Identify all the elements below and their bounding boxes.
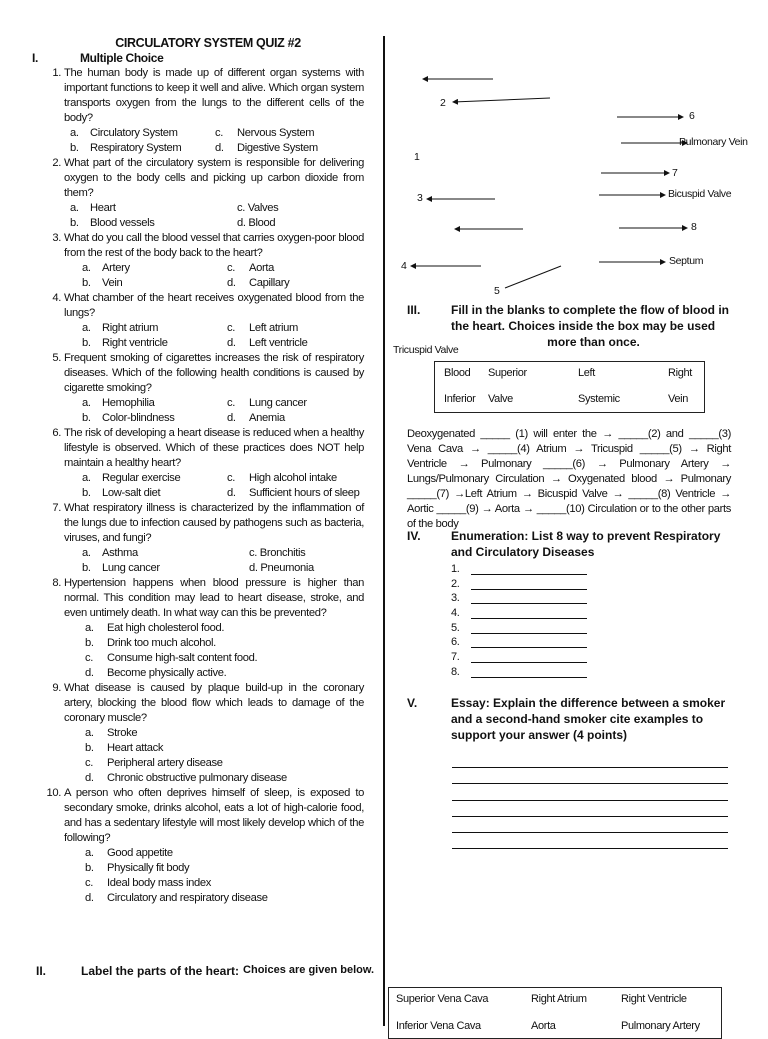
item-number: 5.: [451, 621, 460, 634]
option-letter: c.: [227, 397, 236, 409]
question-item: [32, 66, 364, 156]
label-2: 2: [440, 97, 446, 109]
answer-line[interactable]: [452, 784, 728, 800]
section-2-heading: [36, 964, 374, 978]
option-letter: d.: [85, 772, 94, 784]
option-text[interactable]: Nervous System: [237, 127, 315, 139]
choice-item: Aorta: [531, 1020, 556, 1032]
option-letter: [227, 561, 249, 576]
question-item: [32, 786, 364, 906]
section-3-text: Fill in the blanks to complete the flow of blood in the heart. Choices inside the box may be used more than once.: [451, 303, 729, 349]
label-1: 1: [414, 151, 420, 163]
item-number: 4.: [451, 607, 460, 620]
option-text[interactable]: Heart: [90, 202, 116, 214]
choice-item: Right Ventricle: [621, 993, 687, 1005]
label-tricuspid-valve: Tricuspid Valve: [393, 344, 459, 356]
enumeration-item: [451, 621, 587, 636]
question-number: 6.: [52, 427, 61, 439]
option-letter: c.: [227, 262, 236, 274]
section-title: Multiple Choice: [80, 51, 164, 65]
answer-blank[interactable]: [471, 621, 587, 634]
choice-item: Inferior Vena Cava: [396, 1020, 481, 1032]
option-letter: b.: [85, 637, 94, 649]
section-number: II.: [36, 964, 47, 978]
option-letter: c.: [85, 652, 94, 664]
question-item: [32, 681, 364, 786]
option-text[interactable]: Anemia: [249, 412, 285, 424]
question-text: What respiratory illness is characterized by the inflammation of the lungs due to infection caused by pathogens such as bacteria, viruses, and fungi?: [64, 502, 364, 544]
section-number: III.: [407, 303, 421, 317]
question-item: [32, 291, 364, 351]
option-letter: c.: [85, 757, 94, 769]
answer-blank[interactable]: [471, 577, 587, 590]
answer-blank[interactable]: [471, 665, 587, 678]
label-4: 4: [401, 260, 407, 272]
choice-item: Pulmonary Artery: [621, 1020, 700, 1032]
multiple-choice-column: [32, 36, 364, 906]
arrow-2: [453, 98, 550, 102]
heart-label-diagram: [395, 60, 755, 300]
option-letter: a.: [82, 322, 91, 334]
choice-item: Left: [578, 367, 595, 379]
option-text[interactable]: Lung cancer: [249, 397, 307, 409]
label-bicuspid-valve: Bicuspid Valve: [668, 188, 732, 200]
option-text[interactable]: Left atrium: [249, 322, 299, 334]
option-text[interactable]: Circulatory System: [90, 127, 178, 139]
option-letter: a.: [82, 397, 91, 409]
answer-line[interactable]: [452, 768, 728, 784]
answer-line[interactable]: [452, 752, 728, 768]
question-number: 7.: [52, 502, 61, 514]
question-item: [32, 351, 364, 426]
option-text[interactable]: Left ventricle: [249, 337, 308, 349]
blood-flow-fill-in-text[interactable]: Deoxygenated _____ (1) will enter the → _____(2) and _____(3) Vena Cava → _____(4) Atrium → Tricuspid _____(5) → Right Ventricle → Pulmonary _____(6) → Pulmonary Artery → Lungs/Pulmonary Circulation → Oxygenated blood → Pulmonary _____(7) →Left Atrium → Bicuspid Valve → _____(8) Ventricle → Aortic _____(9) → Aorta → _____(10) Circulation or to the other parts of the body: [407, 428, 731, 530]
enumeration-list: [451, 562, 587, 680]
option-text[interactable]: d. Blood: [237, 217, 276, 229]
section-1-heading: [32, 51, 364, 66]
item-number: 6.: [451, 636, 460, 649]
option-text[interactable]: Good appetite: [107, 847, 173, 859]
enumeration-item: [451, 562, 587, 577]
option-text[interactable]: High alcohol intake: [249, 472, 337, 484]
enumeration-item: [451, 606, 587, 621]
option-text[interactable]: Right ventricle: [102, 337, 168, 349]
question-text: What chamber of the heart receives oxygenated blood from the lungs?: [64, 292, 364, 319]
essay-answer-lines[interactable]: [452, 752, 728, 849]
blood-flow-choice-box: [434, 361, 705, 413]
option-letter: a.: [82, 472, 91, 484]
answer-blank[interactable]: [471, 562, 587, 575]
option-letter: c.: [215, 127, 224, 139]
choice-item: Superior Vena Cava: [396, 993, 489, 1005]
question-number: 5.: [52, 352, 61, 364]
option-text[interactable]: Chronic obstructive pulmonary disease: [107, 772, 287, 784]
question-number: 3.: [52, 232, 61, 244]
option-text[interactable]: Heart attack: [107, 742, 164, 754]
option-text[interactable]: Consume high-salt content food.: [107, 652, 258, 664]
choice-item: Inferior: [444, 393, 476, 405]
option-letter: d.: [227, 277, 236, 289]
question-list: [32, 66, 364, 906]
option-letter: a.: [82, 547, 91, 559]
item-number: 2.: [451, 577, 460, 590]
arrow-5: [505, 266, 561, 288]
section-title: Label the parts of the heart:: [81, 964, 240, 978]
question-number: 9.: [52, 682, 61, 694]
option-text[interactable]: Lung cancer: [102, 562, 160, 574]
option-text[interactable]: Vein: [102, 277, 123, 289]
label-5: 5: [494, 285, 500, 297]
answer-blank[interactable]: [471, 635, 587, 648]
section-number: I.: [32, 51, 38, 65]
option-letter: b.: [82, 412, 91, 424]
option-letter: d.: [85, 892, 94, 904]
option-letter: d.: [227, 487, 236, 499]
option-text[interactable]: Peripheral artery disease: [107, 757, 223, 769]
enumeration-item: [451, 665, 587, 680]
option-text[interactable]: Eat high cholesterol food.: [107, 622, 225, 634]
option-text[interactable]: Regular exercise: [102, 472, 181, 484]
option-text[interactable]: Artery: [102, 262, 130, 274]
choice-item: Right: [668, 367, 692, 379]
option-letter: a.: [85, 727, 94, 739]
enumeration-item: [451, 591, 587, 606]
item-number: 8.: [451, 665, 460, 678]
option-letter: c.: [227, 472, 236, 484]
section-number: V.: [407, 696, 418, 710]
option-letter: b.: [70, 217, 79, 229]
option-letter: c.: [85, 877, 94, 889]
choice-item: Valve: [488, 393, 513, 405]
question-text: Frequent smoking of cigarettes increases the risk of respiratory diseases. Which of the following health conditions is caused by cigarette smoking?: [64, 352, 364, 394]
option-letter: b.: [85, 862, 94, 874]
option-text[interactable]: Color-blindness: [102, 412, 175, 424]
choice-item: Vein: [668, 393, 689, 405]
option-letter: [227, 546, 249, 561]
answer-line[interactable]: [452, 817, 728, 833]
option-letter: [215, 216, 237, 231]
option-text[interactable]: Asthma: [102, 547, 138, 559]
section-number: IV.: [407, 529, 421, 543]
option-text[interactable]: c. Bronchitis: [249, 547, 306, 559]
item-number: 7.: [451, 651, 460, 664]
option-letter: a.: [85, 622, 94, 634]
question-item: [32, 156, 364, 231]
section-title: [451, 302, 736, 350]
label-7: 7: [672, 167, 678, 179]
option-letter: d.: [85, 667, 94, 679]
option-letter: a.: [70, 202, 79, 214]
option-letter: d.: [227, 337, 236, 349]
label-pulmonary-vein: Pulmonary Vein: [679, 136, 748, 148]
option-text[interactable]: Capillary: [249, 277, 290, 289]
label-6: 6: [689, 110, 695, 122]
choice-item: Superior: [488, 367, 527, 379]
section-title: Essay: Explain the difference between a smoker and a second-hand smoker cite examples to support your answer (4 points): [451, 696, 726, 742]
option-text[interactable]: Sufficient hours of sleep: [249, 487, 360, 499]
question-text: The risk of developing a heart disease is reduced when a healthy lifestyle is observed. Which of these practices does NOT help maintain a healthy heart?: [64, 427, 364, 469]
option-text[interactable]: Low-salt diet: [102, 487, 161, 499]
question-text: The human body is made up of different organ systems with important functions to keep it well and alive. Which organ system transports oxygen from the lungs to the different cells of the body?: [64, 67, 364, 124]
question-number: 1.: [52, 67, 61, 79]
option-letter: a.: [82, 262, 91, 274]
option-letter: b.: [85, 742, 94, 754]
question-text: What do you call the blood vessel that carries oxygen-poor blood from the rest of the body back to the heart?: [64, 232, 364, 259]
option-letter: [215, 201, 237, 216]
option-text[interactable]: Become physically active.: [107, 667, 227, 679]
choice-item: Blood: [444, 367, 471, 379]
question-number: 8.: [52, 577, 61, 589]
section-4-heading: [407, 528, 737, 560]
label-8: 8: [691, 221, 697, 233]
question-item: [32, 501, 364, 576]
answer-blank[interactable]: [471, 591, 587, 604]
column-divider: [383, 36, 385, 1026]
option-letter: c.: [227, 322, 236, 334]
option-text[interactable]: Hemophilia: [102, 397, 155, 409]
option-text[interactable]: Circulatory and respiratory disease: [107, 892, 268, 904]
question-text: What disease is caused by plaque build-up in the coronary artery, blocking the blood flow which leads to damage of the coronary muscle?: [64, 682, 364, 724]
option-text[interactable]: Stroke: [107, 727, 138, 739]
choice-item: Systemic: [578, 393, 620, 405]
enumeration-item: [451, 650, 587, 665]
question-number: 10.: [46, 787, 61, 799]
option-letter: b.: [82, 487, 91, 499]
question-text: Hypertension happens when blood pressure is higher than normal. This condition may lead to heart disease, stroke, and even untimely death. In what way can this be prevented?: [64, 577, 364, 619]
option-text[interactable]: Physically fit body: [107, 862, 190, 874]
question-text: A person who often deprives himself of sleep, is exposed to secondary smoke, drinks alcohol, eats a lot of high-calorie food, and has a sedentary lifestyle will most likely develop which of the following?: [64, 787, 364, 844]
option-text[interactable]: Right atrium: [102, 322, 159, 334]
heart-parts-choice-box: [388, 987, 722, 1039]
answer-line[interactable]: [452, 801, 728, 817]
quiz-title: CIRCULATORY SYSTEM QUIZ #2: [115, 36, 301, 50]
item-number: 1.: [451, 563, 460, 575]
section-title: Enumeration: List 8 way to prevent Respiratory and Circulatory Diseases: [451, 529, 721, 559]
option-text[interactable]: Ideal body mass index: [107, 877, 211, 889]
option-text[interactable]: Blood vessels: [90, 217, 155, 229]
option-letter: b.: [82, 337, 91, 349]
option-text[interactable]: Respiratory System: [90, 142, 182, 154]
option-letter: d.: [227, 412, 236, 424]
label-3: 3: [417, 192, 423, 204]
question-text: What part of the circulatory system is responsible for delivering oxygen to the body cells and picking up carbon dioxide from them?: [64, 157, 364, 199]
question-item: [32, 426, 364, 501]
question-number: 2.: [52, 157, 61, 169]
question-number: 4.: [52, 292, 61, 304]
option-letter: b.: [70, 142, 79, 154]
option-letter: d.: [215, 142, 224, 154]
section-subtitle: Choices are given below.: [243, 964, 375, 976]
enumeration-item: [451, 577, 587, 592]
option-letter: b.: [82, 562, 91, 574]
option-text[interactable]: Digestive System: [237, 142, 318, 154]
option-letter: a.: [85, 847, 94, 859]
option-text[interactable]: Drink too much alcohol.: [107, 637, 216, 649]
label-septum: Septum: [669, 255, 704, 267]
answer-line[interactable]: [452, 833, 728, 849]
option-text[interactable]: d. Pneumonia: [249, 562, 314, 574]
answer-blank[interactable]: [471, 650, 587, 663]
section-5-heading: [407, 695, 737, 743]
enumeration-item: [451, 635, 587, 650]
item-number: 3.: [451, 592, 460, 605]
option-text[interactable]: c. Valves: [237, 202, 279, 214]
option-letter: b.: [82, 277, 91, 289]
answer-blank[interactable]: [471, 606, 587, 619]
option-text[interactable]: Aorta: [249, 262, 274, 274]
question-item: [32, 231, 364, 291]
option-letter: a.: [70, 127, 79, 139]
choice-item: Right Atrium: [531, 993, 587, 1005]
question-item: [32, 576, 364, 681]
